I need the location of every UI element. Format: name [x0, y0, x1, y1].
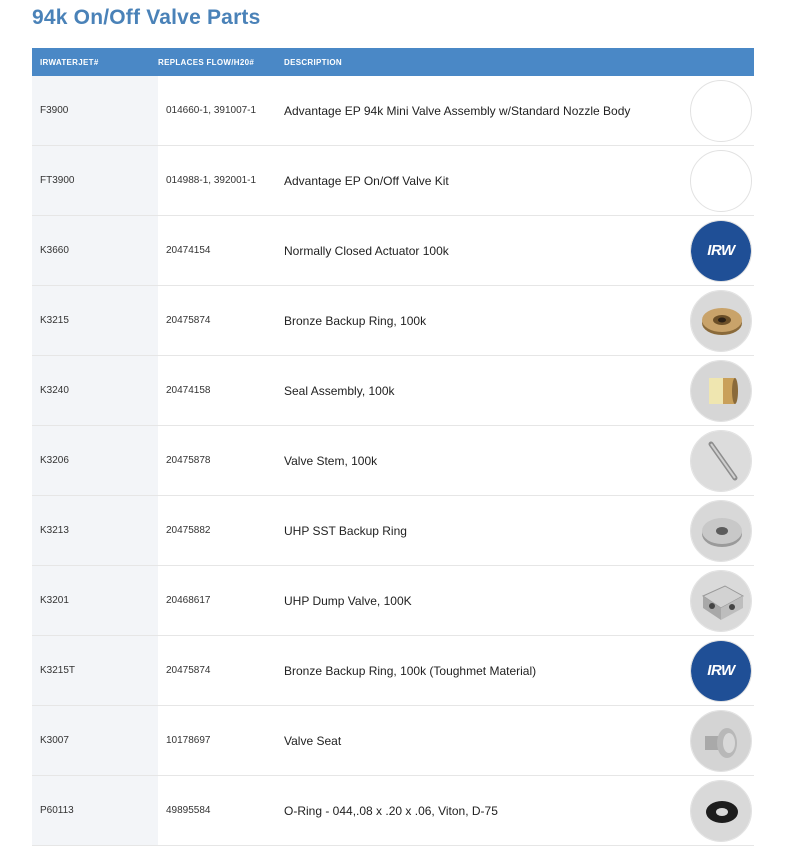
part-image[interactable]	[690, 290, 752, 352]
header-description: DESCRIPTION	[284, 57, 342, 67]
part-description: Normally Closed Actuator 100k	[284, 243, 449, 258]
table-row	[32, 216, 754, 286]
replaces-number: 20475874	[166, 315, 211, 326]
part-image[interactable]	[690, 430, 752, 492]
thumbnail-cell	[688, 216, 754, 285]
part-number: K3240	[32, 356, 158, 425]
replaces-number: 20474154	[166, 245, 211, 256]
part-description: Advantage EP On/Off Valve Kit	[284, 173, 449, 188]
part-number: K3213	[32, 496, 158, 565]
table-body	[32, 76, 754, 846]
part-description: Advantage EP 94k Mini Valve Assembly w/Standard Nozzle Body	[284, 103, 631, 118]
thumbnail-cell	[688, 566, 754, 635]
replaces-number: 49895584	[166, 805, 211, 816]
replaces-number: 014988-1, 392001-1	[166, 175, 257, 186]
table-header	[32, 48, 754, 76]
part-image[interactable]	[690, 570, 752, 632]
thumbnail-cell	[688, 286, 754, 355]
irw-logo-text: IRW	[707, 662, 735, 679]
part-description: UHP Dump Valve, 100K	[284, 593, 412, 608]
part-description: Seal Assembly, 100k	[284, 383, 395, 398]
table-row	[32, 706, 754, 776]
part-number: P60113	[32, 776, 158, 845]
part-description: O-Ring - 044,.08 x .20 x .06, Viton, D-75	[284, 803, 498, 818]
part-number: K3215	[32, 286, 158, 355]
table-row	[32, 496, 754, 566]
part-image[interactable]	[690, 640, 752, 702]
part-image[interactable]	[690, 80, 752, 142]
thumbnail-cell	[688, 356, 754, 425]
page-title: 94k On/Off Valve Parts	[32, 6, 261, 29]
part-description: Valve Stem, 100k	[284, 453, 378, 468]
part-number: K3201	[32, 566, 158, 635]
part-number: K3215T	[32, 636, 158, 705]
thumbnail-cell	[688, 496, 754, 565]
table-row	[32, 286, 754, 356]
header-replaces: REPLACES FLOW/H20#	[158, 57, 255, 67]
table-row	[32, 146, 754, 216]
part-description: Bronze Backup Ring, 100k	[284, 313, 427, 328]
irw-logo-text: IRW	[707, 242, 735, 259]
part-image[interactable]	[690, 360, 752, 422]
replaces-number: 014660-1, 391007-1	[166, 105, 257, 116]
part-image[interactable]	[690, 500, 752, 562]
thumbnail-cell	[688, 76, 754, 145]
thumbnail-cell	[688, 706, 754, 775]
part-description: UHP SST Backup Ring	[284, 523, 407, 538]
part-description: Valve Seat	[284, 733, 342, 748]
part-image[interactable]	[690, 710, 752, 772]
thumbnail-cell	[688, 636, 754, 705]
table-row	[32, 776, 754, 846]
part-number: K3660	[32, 216, 158, 285]
part-number: K3206	[32, 426, 158, 495]
parts-table	[32, 48, 754, 846]
part-image[interactable]	[690, 150, 752, 212]
part-image[interactable]	[690, 220, 752, 282]
thumbnail-cell	[688, 426, 754, 495]
replaces-number: 20475882	[166, 525, 211, 536]
thumbnail-cell	[688, 776, 754, 845]
part-number: K3007	[32, 706, 158, 775]
table-row	[32, 426, 754, 496]
table-row	[32, 76, 754, 146]
part-number: FT3900	[32, 146, 158, 215]
replaces-number: 20475874	[166, 665, 211, 676]
table-row	[32, 356, 754, 426]
replaces-number: 20475878	[166, 455, 211, 466]
table-row	[32, 636, 754, 706]
replaces-number: 10178697	[166, 735, 211, 746]
thumbnail-cell	[688, 146, 754, 215]
replaces-number: 20474158	[166, 385, 211, 396]
header-irwaterjet: IRWATERJET#	[40, 57, 99, 67]
part-description: Bronze Backup Ring, 100k (Toughmet Material)	[284, 663, 537, 678]
part-number: F3900	[32, 76, 158, 145]
replaces-number: 20468617	[166, 595, 211, 606]
table-row	[32, 566, 754, 636]
part-image[interactable]	[690, 780, 752, 842]
